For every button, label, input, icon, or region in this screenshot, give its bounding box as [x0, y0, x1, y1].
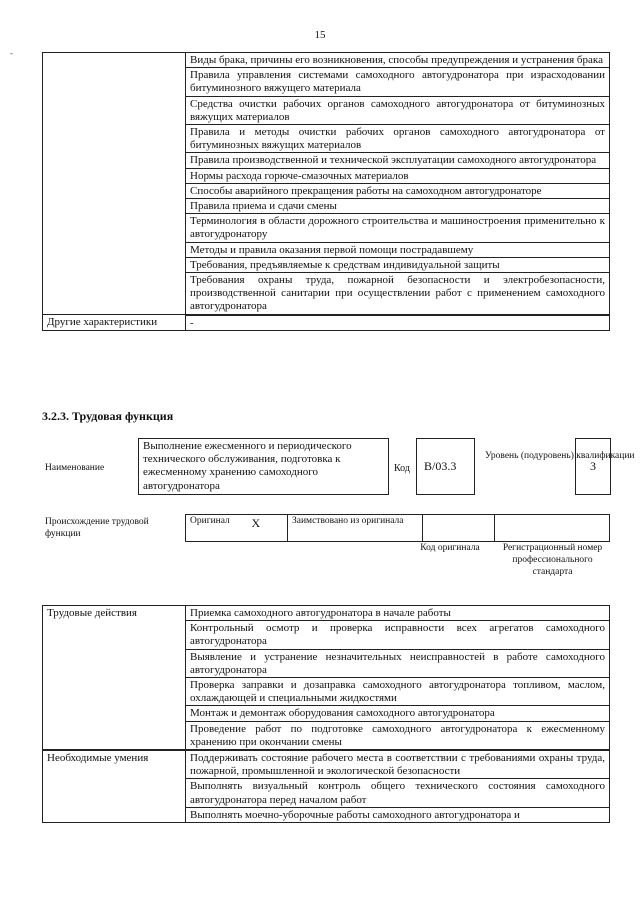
table-row: Контрольный осмотр и проверка исправности всех агрегатов самоходного автогудронатора	[186, 621, 610, 649]
table-row: Правила и методы очистки рабочих органов самоходного автогудронатора от битуминозных вяжущих материалов	[186, 125, 610, 153]
knowledge-table-continued	[42, 52, 610, 331]
table-row: Правила приема и сдачи смены	[186, 199, 610, 214]
knowledge-label-cell	[43, 53, 186, 315]
function-name: Выполнение ежесменного и периодического технического обслуживания, подготовка к ежесменному хранению самоходного автогудронатора	[138, 438, 389, 495]
other-characteristics-label: Другие характеристики	[43, 315, 186, 331]
skills-label: Необходимые умения	[43, 750, 186, 823]
page-number: 15	[314, 29, 326, 41]
origin-original-label: Оригинал	[186, 515, 248, 542]
caption-original-code: Код оригинала	[420, 543, 480, 553]
table-row: Проверка заправки и дозаправка самоходного автогудронатора топливом, маслом, охлаждающей и специальными жидкостями	[186, 678, 610, 706]
table-row: Требования охраны труда, пожарной безопасности и электробезопасности, производственной санитарии при осуществлении работ с применением самоходного автогудронатора	[186, 273, 610, 315]
table-row: Виды брака, причины его возникновения, способы предупреждения и устранения брака	[186, 53, 610, 68]
table-row: Правила производственной и технической эксплуатации самоходного автогудронатора	[186, 153, 610, 168]
origin-label: Происхождение трудовой функции	[45, 517, 149, 539]
margin-mark: -	[10, 48, 13, 58]
code-label: Код	[394, 463, 410, 474]
table-row: Монтаж и демонтаж оборудования самоходного автогудронатора	[186, 706, 610, 721]
table-row: Правила управления системами самоходного автогудронатора при израсходовании битуминозного вяжущего материала	[186, 68, 610, 96]
origin-original-mark: X	[248, 515, 288, 542]
actions-label: Трудовые действия	[43, 606, 186, 751]
qualification-level: 3	[575, 438, 611, 495]
table-row: Способы аварийного прекращения работы на самоходном автогудронаторе	[186, 183, 610, 198]
table-row: Приемка самоходного автогудронатора в начале работы	[186, 606, 610, 621]
table-row: Методы и правила оказания первой помощи пострадавшему	[186, 242, 610, 257]
table-row: Выявление и устранение незначительных неисправностей в работе самоходного автогудронатора	[186, 649, 610, 677]
section-title: 3.2.3. Трудовая функция	[42, 409, 174, 423]
table-row: Нормы расхода горюче-смазочных материалов	[186, 168, 610, 183]
origin-reg-cell	[495, 515, 610, 542]
origin-table	[185, 514, 610, 542]
table-row: Терминология в области дорожного строительства и машиностроения применительно к автогудронатору	[186, 214, 610, 242]
table-row: Проведение работ по подготовке самоходного автогудронатора к ежесменному хранению при окончании смены	[186, 721, 610, 750]
other-characteristics-value: -	[186, 315, 610, 331]
origin-code-cell	[423, 515, 495, 542]
table-row: Выполнять мoечно-уборочные работы самоходного автогудронатора и	[186, 807, 610, 822]
table-row: Средства очистки рабочих органов самоходного автогудронатора от битуминозных вяжущих материалов	[186, 96, 610, 124]
origin-borrowed-label: Заимствовано из оригинала	[288, 515, 423, 542]
caption-registration-number: Регистрационный номер профессионального стандарта	[502, 543, 603, 577]
function-name-label: Наименование	[45, 463, 105, 473]
table-row: Требования, предъявляемые к средствам индивидуальной защиты	[186, 257, 610, 272]
function-code: B/03.3	[416, 438, 475, 495]
table-row: Поддерживать состояние рабочего места в соответствии с требованиями охраны труда, пожарной, промышленной и экологической безопасности	[186, 750, 610, 779]
table-row: Выполнять визуальный контроль общего технического состояния самоходного автогудронатора перед началом работ	[186, 779, 610, 807]
functions-table	[42, 605, 610, 823]
level-label: Уровень (подуровень) квалификации	[485, 451, 635, 461]
